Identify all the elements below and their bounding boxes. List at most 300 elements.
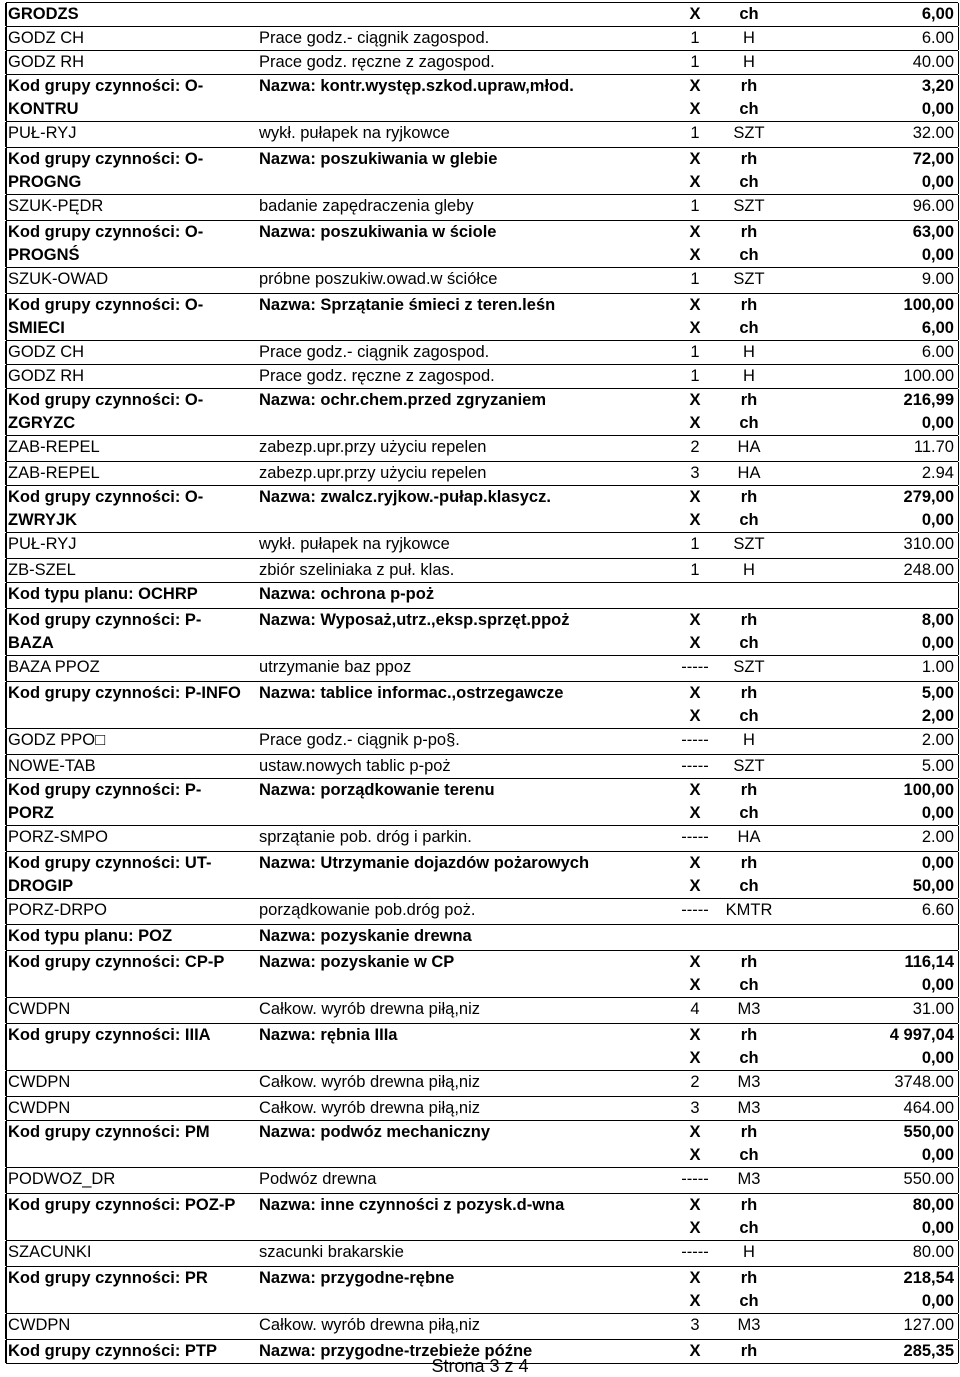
quantity-cell: 1 [690, 367, 700, 385]
unit-cell: H [743, 29, 755, 47]
code-cell: SZACUNKI [8, 1243, 92, 1261]
value-cell: 248.00 [903, 561, 954, 579]
value-cell [778, 852, 954, 898]
unit-cell: H [743, 343, 755, 361]
description-cell: sprzątanie pob. dróg i parkin. [259, 828, 472, 846]
table-border-left [5, 609, 7, 655]
table-border-right [958, 1121, 960, 1167]
unit-line: ch [739, 877, 759, 895]
unit-line: rh [740, 1026, 758, 1044]
table-border-left [5, 148, 7, 194]
unit-line: ch [739, 1049, 759, 1067]
group-row [6, 147, 958, 194]
code-line: Kod grupy czynności: UT- [8, 854, 212, 872]
description-cell: Nazwa: ochrona p-poż [259, 585, 435, 603]
code-line [8, 1144, 254, 1167]
item-row [6, 50, 958, 74]
value-cell: 464.00 [903, 1099, 954, 1117]
quantity-line: X [689, 976, 701, 994]
item-row [6, 121, 958, 147]
table-border-right [958, 294, 960, 340]
group-row [6, 74, 958, 121]
unit-cell [720, 1024, 778, 1070]
code-line [8, 1290, 254, 1313]
code-cell [8, 1121, 254, 1167]
unit-cell: M3 [737, 1000, 761, 1018]
quantity-cell: 4 [690, 1000, 700, 1018]
item-row [6, 1313, 958, 1339]
table-border-right [958, 148, 960, 194]
description-cell: Nazwa: Utrzymanie dojazdów pożarowych [259, 854, 590, 872]
quantity-cell [674, 779, 716, 825]
table-border-right [958, 341, 960, 364]
unit-cell: H [743, 53, 755, 71]
code-cell [8, 852, 254, 898]
unit-line: ch [739, 1292, 759, 1310]
plan-type-row [6, 924, 958, 950]
quantity-line: X [689, 1219, 701, 1237]
code-line [8, 705, 254, 728]
quantity-line: X [689, 611, 701, 629]
unit-line: rh [740, 953, 758, 971]
value-cell: 11.70 [913, 438, 954, 456]
code-cell: GODZ RH [8, 367, 85, 385]
code-line: PROGNŚ [8, 246, 80, 264]
code-line: Kod grupy czynności: PTP [8, 1342, 218, 1360]
value-line: 0,00 [921, 173, 954, 191]
value-line: 80,00 [912, 1196, 954, 1214]
quantity-cell: ----- [681, 1243, 709, 1261]
table-border-left [5, 221, 7, 267]
quantity-line: X [689, 781, 701, 799]
table-border-right [958, 998, 960, 1023]
unit-cell [720, 221, 778, 267]
description-cell: Całkow. wyrób drewna piłą,niz [259, 1099, 481, 1117]
code-cell [8, 148, 254, 194]
quantity-line: X [689, 391, 701, 409]
description-cell: Prace godz. ręczne z zagospod. [259, 367, 495, 385]
item-row [6, 728, 958, 754]
group-row [6, 1266, 958, 1313]
unit-line: ch [739, 100, 759, 118]
value-cell: 80.00 [912, 1243, 954, 1261]
quantity-line: X [689, 684, 701, 702]
quantity-line: X [689, 414, 701, 432]
value-cell [778, 221, 954, 267]
code-cell [8, 1267, 254, 1313]
table-border-right [958, 268, 960, 293]
table-border-right [958, 436, 960, 461]
table-border-left [5, 462, 7, 485]
table-border-right [958, 755, 960, 778]
table-border-right [958, 1194, 960, 1240]
table-border-left [5, 559, 7, 582]
description-cell: Prace godz.- ciągnik p-po§. [259, 731, 460, 749]
quantity-line: X [689, 150, 701, 168]
group-row [6, 1193, 958, 1240]
group-row [6, 1023, 958, 1070]
unit-line: rh [740, 1123, 758, 1141]
table-border-left [5, 1241, 7, 1266]
code-cell: PUŁ-RYJ [8, 535, 77, 553]
value-cell [778, 779, 954, 825]
unit-line: ch [739, 173, 759, 191]
table-border-left [5, 1071, 7, 1096]
unit-cell [720, 148, 778, 194]
unit-line: ch [739, 804, 759, 822]
value-line: 0,00 [921, 1049, 954, 1067]
quantity-cell: 1 [690, 561, 700, 579]
unit-cell [720, 1267, 778, 1313]
code-line [8, 1047, 254, 1070]
code-line: Kod grupy czynności: O- [8, 391, 204, 409]
value-cell: 550.00 [903, 1170, 954, 1188]
item-row [6, 1167, 958, 1193]
code-cell [8, 682, 254, 728]
value-line: 0,00 [921, 511, 954, 529]
value-cell: 3748.00 [894, 1073, 954, 1091]
table-border-left [5, 3, 7, 26]
table-border-right [958, 1241, 960, 1266]
plan-table [6, 2, 958, 1364]
unit-cell: SZT [733, 124, 765, 142]
value-cell [778, 294, 954, 340]
code-line: Kod grupy czynności: O- [8, 488, 204, 506]
code-cell: PORZ-SMPO [8, 828, 108, 846]
quantity-cell [674, 682, 716, 728]
table-border-right [958, 852, 960, 898]
plan-type-row [6, 582, 958, 608]
value-cell: 6,00 [921, 5, 954, 23]
table-border-right [958, 462, 960, 485]
quantity-cell: 1 [690, 29, 700, 47]
table-border-left [5, 1314, 7, 1339]
code-cell [8, 221, 254, 267]
table-border-left [5, 583, 7, 608]
group-row [6, 2, 958, 26]
code-cell [8, 389, 254, 435]
value-cell: 2.94 [921, 464, 954, 482]
unit-line: rh [740, 781, 758, 799]
quantity-cell: 3 [690, 464, 700, 482]
table-border-left [5, 1168, 7, 1193]
code-line: Kod grupy czynności: P-INFO [8, 684, 241, 702]
quantity-cell: 1 [690, 343, 700, 361]
table-border-left [5, 51, 7, 74]
quantity-cell [674, 148, 716, 194]
code-cell [8, 294, 254, 340]
table-border-right [958, 122, 960, 147]
quantity-cell: ----- [681, 901, 709, 919]
item-row [6, 435, 958, 461]
value-line: 0,00 [921, 1219, 954, 1237]
table-border-left [5, 268, 7, 293]
description-cell: Nazwa: ochr.chem.przed zgryzaniem [259, 391, 547, 409]
item-row [6, 26, 958, 50]
item-row [6, 340, 958, 364]
quantity-cell [674, 221, 716, 267]
value-cell: 40.00 [912, 53, 954, 71]
quantity-cell [674, 389, 716, 435]
quantity-line: X [689, 854, 701, 872]
quantity-line: X [689, 173, 701, 191]
quantity-cell [674, 294, 716, 340]
table-border-right [958, 1267, 960, 1313]
code-cell [8, 486, 254, 532]
unit-line: rh [740, 296, 758, 314]
description-cell: Prace godz.- ciągnik zagospod. [259, 343, 490, 361]
code-cell [8, 1194, 254, 1240]
quantity-line: X [689, 804, 701, 822]
code-line: BAZA [8, 634, 54, 652]
table-border-left [5, 1097, 7, 1120]
code-line: Kod grupy czynności: CP-P [8, 953, 225, 971]
unit-line: ch [739, 634, 759, 652]
table-border-right [958, 1168, 960, 1193]
group-row [6, 778, 958, 825]
value-cell: 6.60 [921, 901, 954, 919]
code-cell: CWDPN [8, 1000, 71, 1018]
group-row [6, 1120, 958, 1167]
description-cell: Nazwa: porządkowanie terenu [259, 781, 495, 799]
code-line: Kod grupy czynności: O- [8, 296, 204, 314]
value-cell [778, 389, 954, 435]
code-cell [8, 779, 254, 825]
code-cell: GODZ CH [8, 343, 85, 361]
value-line: 0,00 [921, 100, 954, 118]
unit-line: ch [739, 511, 759, 529]
quantity-cell: 1 [690, 124, 700, 142]
unit-line: rh [740, 488, 758, 506]
table-border-right [958, 779, 960, 825]
quantity-cell: 2 [690, 438, 700, 456]
value-cell [778, 1121, 954, 1167]
code-line: Kod grupy czynności: O- [8, 223, 204, 241]
quantity-cell: ----- [681, 757, 709, 775]
unit-line: rh [740, 77, 758, 95]
description-cell: ustaw.nowych tablic p-poż [259, 757, 451, 775]
code-cell: CWDPN [8, 1073, 71, 1091]
table-border-left [5, 1121, 7, 1167]
code-cell [8, 951, 254, 997]
code-cell: PORZ-DRPO [8, 901, 107, 919]
value-cell: 9.00 [921, 270, 954, 288]
unit-line: rh [740, 854, 758, 872]
description-cell: Nazwa: rębnia IIIa [259, 1026, 398, 1044]
description-cell: Nazwa: podwóz mechaniczny [259, 1123, 491, 1141]
description-cell: Nazwa: zwalcz.ryjkow.-pułap.klasycz. [259, 488, 551, 506]
code-line: Kod grupy czynności: POZ-P [8, 1196, 236, 1214]
quantity-line: X [689, 1342, 701, 1360]
quantity-cell: ----- [681, 828, 709, 846]
value-line: 0,00 [921, 804, 954, 822]
quantity-cell [674, 951, 716, 997]
unit-cell: M3 [737, 1099, 761, 1117]
unit-cell [720, 75, 778, 121]
item-row [6, 364, 958, 388]
unit-cell: H [743, 561, 755, 579]
table-border-left [5, 951, 7, 997]
code-line: Kod grupy czynności: PR [8, 1269, 208, 1287]
value-line: 0,00 [921, 246, 954, 264]
value-cell: 96.00 [912, 197, 954, 215]
unit-line: rh [740, 1342, 758, 1360]
unit-cell: SZT [733, 757, 765, 775]
quantity-cell [674, 852, 716, 898]
value-line: 0,00 [921, 1292, 954, 1310]
code-line: Kod grupy czynności: O- [8, 77, 204, 95]
description-cell: badanie zapędraczenia gleby [259, 197, 474, 215]
quantity-line: X [689, 100, 701, 118]
unit-cell: M3 [737, 1316, 761, 1334]
table-border-right [958, 826, 960, 851]
item-row [6, 655, 958, 681]
unit-line: rh [740, 684, 758, 702]
table-border-left [5, 341, 7, 364]
quantity-line: X [689, 1292, 701, 1310]
description-cell: Nazwa: kontr.występ.szkod.upraw,młod. [259, 77, 574, 95]
quantity-cell: ----- [681, 731, 709, 749]
code-line: SMIECI [8, 319, 65, 337]
code-line: Kod grupy czynności: PM [8, 1123, 210, 1141]
table-border-left [5, 436, 7, 461]
value-cell [778, 486, 954, 532]
value-line: 550,00 [903, 1123, 954, 1141]
value-line: 3,20 [921, 77, 954, 95]
group-row [6, 485, 958, 532]
table-border-right [958, 925, 960, 950]
item-row [6, 267, 958, 293]
code-cell: SZUK-OWAD [8, 270, 109, 288]
value-cell [778, 1024, 954, 1070]
value-line: 279,00 [903, 488, 954, 506]
table-border-left [5, 1194, 7, 1240]
group-row [6, 950, 958, 997]
value-cell [778, 75, 954, 121]
value-line: 6,00 [921, 319, 954, 337]
quantity-cell [674, 609, 716, 655]
unit-line: rh [740, 1196, 758, 1214]
value-cell: 5.00 [921, 757, 954, 775]
table-border-right [958, 1071, 960, 1096]
table-border-left [5, 998, 7, 1023]
unit-cell [720, 852, 778, 898]
unit-cell: SZT [733, 270, 765, 288]
unit-line: ch [739, 414, 759, 432]
unit-cell [720, 951, 778, 997]
code-cell: BAZA PPOZ [8, 658, 100, 676]
table-border-left [5, 779, 7, 825]
item-row [6, 532, 958, 558]
item-row [6, 194, 958, 220]
table-border-right [958, 951, 960, 997]
unit-cell: HA [737, 464, 761, 482]
value-line: 216,99 [903, 391, 954, 409]
quantity-line: X [689, 223, 701, 241]
table-border-right [958, 3, 960, 26]
description-cell: utrzymanie baz ppoz [259, 658, 412, 676]
table-border-right [958, 389, 960, 435]
code-cell: GODZ RH [8, 53, 85, 71]
description-cell: Nazwa: Wyposaż,utrz.,eksp.sprzęt.ppoż [259, 611, 570, 629]
unit-line: ch [739, 1219, 759, 1237]
code-cell: CWDPN [8, 1316, 71, 1334]
description-cell: Podwóz drewna [259, 1170, 377, 1188]
table-border-left [5, 729, 7, 754]
unit-cell [720, 294, 778, 340]
value-cell: 100.00 [903, 367, 954, 385]
description-cell: Nazwa: tablice informac.,ostrzegawcze [259, 684, 564, 702]
quantity-line: X [689, 953, 701, 971]
quantity-line: X [689, 1146, 701, 1164]
code-cell: GODZ CH [8, 29, 85, 47]
description-cell: Prace godz. ręczne z zagospod. [259, 53, 495, 71]
table-border-right [958, 559, 960, 582]
value-line: 50,00 [912, 877, 954, 895]
unit-cell: SZT [733, 658, 765, 676]
quantity-cell [674, 1024, 716, 1070]
value-cell [778, 1194, 954, 1240]
unit-cell [720, 1194, 778, 1240]
table-border-left [5, 656, 7, 681]
value-line: 100,00 [903, 781, 954, 799]
group-row [6, 608, 958, 655]
quantity-cell: 1 [690, 270, 700, 288]
table-border-right [958, 1097, 960, 1120]
value-line: 285,35 [903, 1342, 954, 1360]
description-cell: Nazwa: inne czynności z pozysk.d-wna [259, 1196, 565, 1214]
item-row [6, 1240, 958, 1266]
code-line: PROGNG [8, 173, 82, 191]
description-cell: Całkow. wyrób drewna piłą,niz [259, 1316, 481, 1334]
quantity-line: X [689, 319, 701, 337]
value-cell: 31.00 [912, 1000, 954, 1018]
unit-line: ch [739, 319, 759, 337]
unit-line: ch [739, 246, 759, 264]
table-border-right [958, 899, 960, 924]
table-border-left [5, 899, 7, 924]
quantity-cell: 3 [690, 1316, 700, 1334]
value-line: 0,00 [921, 976, 954, 994]
value-cell: 6.00 [921, 343, 954, 361]
description-cell: Nazwa: pozyskanie w CP [259, 953, 455, 971]
table-border-left [5, 533, 7, 558]
group-row [6, 293, 958, 340]
description-cell: zabezp.upr.przy użyciu repelen [259, 438, 487, 456]
quantity-line: X [689, 1269, 701, 1287]
quantity-cell [674, 486, 716, 532]
unit-line: rh [740, 150, 758, 168]
code-cell: SZUK-PĘDR [8, 197, 104, 215]
value-cell: 2.00 [921, 828, 954, 846]
item-row [6, 825, 958, 851]
unit-cell [720, 609, 778, 655]
value-line: 0,00 [921, 634, 954, 652]
quantity-cell [674, 1194, 716, 1240]
code-line [8, 1217, 254, 1240]
table-border-left [5, 1024, 7, 1070]
table-border-right [958, 609, 960, 655]
table-border-left [5, 682, 7, 728]
quantity-cell: ----- [681, 1170, 709, 1188]
quantity-cell: 1 [690, 535, 700, 553]
description-cell: Nazwa: Sprzątanie śmieci z teren.leśn [259, 296, 556, 314]
code-cell: PODWOZ_DR [8, 1170, 116, 1188]
unit-cell: SZT [733, 535, 765, 553]
quantity-cell [674, 1121, 716, 1167]
quantity-line: X [689, 1123, 701, 1141]
value-cell: 127.00 [903, 1316, 954, 1334]
